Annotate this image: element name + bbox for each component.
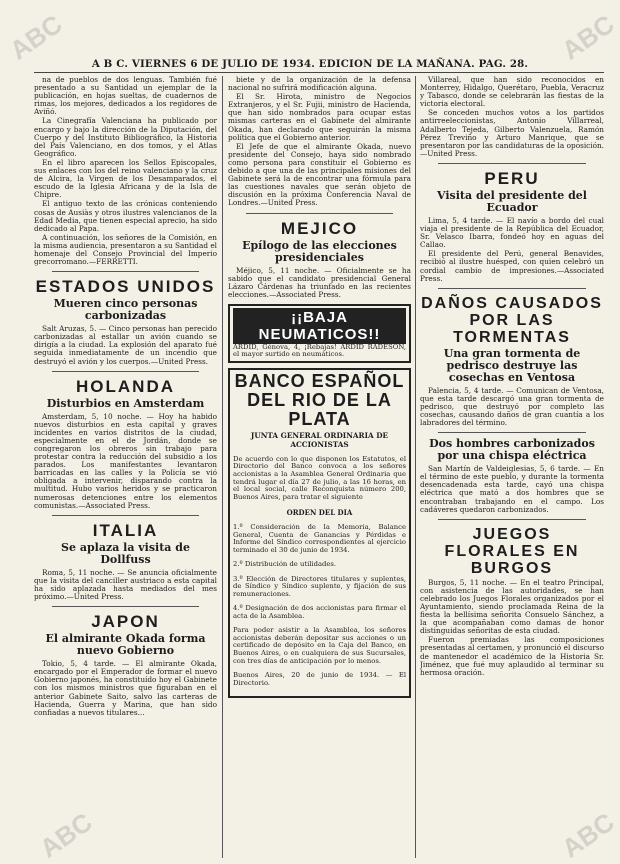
meeting-title: JUNTA GENERAL ORDINARIA DE ACCIONISTAS	[250, 431, 389, 450]
column-3	[420, 76, 604, 858]
column-divider	[222, 76, 223, 858]
section-title: DAÑOS CAUSADOS POR LAS TORMENTAS	[421, 294, 603, 346]
agenda-item: 2.º Distribución de utilidades.	[233, 560, 337, 569]
paragraph: Se conceden muchos votos a los partidos antirreeleccionistas, Antonio Villarreal, Adalberto Tejeda, Gilberto Valenzuela, Ramón Pérez Treviño y Arturo Manrique, que se presentaron por las candidaturas de la oposición.—United Press.	[420, 108, 604, 158]
agenda-heading: ORDEN DEL DIA	[286, 508, 353, 518]
article-headline: El almirante Okada forma nuevo Gobierno	[45, 632, 206, 658]
paragraph: Lima, 5, 4 tarde. — El navío a bordo del cual viaja el presidente de la República del Ecuador, Sr. Velasco Ibarra, fondeó hoy en aguas del Callao.	[420, 215, 604, 250]
paragraph: Salt Aruzas, 5. — Cinco personas han perecido carbonizadas al estallar un avión cuando se dirigía a la ciudad. La explosión del aparato fué seguida inmediatamente de un incendio que destruyó el avión y los cuerpos.—United Press.	[34, 324, 217, 366]
column-divider	[415, 76, 416, 858]
page-header: A B C. VIERNES 6 DE JULIO DE 1934. EDICION DE LA MAÑANA. PAG. 28.	[91, 58, 529, 70]
paragraph: Amsterdam, 5, 10 noche. — Hoy ha habido nuevos disturbios en esta capital y graves incidentes en varios distritos de la ciudad, especialmente en el de Jordán, donde se congregaron los obreros sin trabajo para protestar contra la reducción del subsidio a los parados. Los manifestantes levantaron barricadas en las calles y la Policía se vió obligada a intervenir, disparando contra la multitud. Hubo varios heridos y se practicaron numerosas detenciones entre los elementos comunistas.—Associated Press.	[34, 411, 217, 510]
article-headline: Disturbios en Amsterdam	[46, 396, 205, 410]
article-headline: Se aplaza la visita de Dollfuss	[61, 540, 190, 566]
paragraph: Méjico, 5, 11 noche. — Oficialmente se ha sabido que el candidato presidencial General Lázaro Cárdenas ha triunfado en las recientes elecciones.—Associated Press.	[228, 265, 411, 299]
paragraph: na de pueblos de dos lenguas. También fué presentado a su Santidad un ejemplar de la publicación, en hojas sueltas, de cuadernos de rimas, los mejores, dedicados a los regidores de Aviñó.	[34, 76, 217, 117]
section-divider	[52, 606, 199, 607]
section-title: JAPON	[91, 612, 160, 632]
section-title: ITALIA	[92, 520, 159, 540]
section-divider	[438, 288, 586, 289]
paragraph: San Martín de Valdeiglesias, 5, 6 tarde. — En el término de este pueblo, y durante la tormenta desencadenada esta tarde, cayó una chispa eléctrica que mató a dos hombres que se encontraban trabajando en el campo. Los cadáveres quedaron carbonizados.	[420, 464, 604, 514]
section-divider	[52, 515, 199, 516]
paragraph: El Sr. Hirota, ministro de Negocios Extranjeros, y el Sr. Fujii, ministro de Hacienda, que han sido nombrados para ocupar estas mismas carteras en el Gabinete del almirante Okada, han declarado que seguirán la misma política que el Gobierno anterior.	[228, 92, 411, 142]
agenda-item: 4.º Designación de dos accionistas para firmar el acta de la Asamblea.	[233, 604, 406, 620]
section-divider	[52, 271, 199, 272]
paragraph: El presidente del Perú, general Benavides, recibió al ilustre huésped, con quien celebró un cordial cambio de impresiones.—Associated Press.	[420, 249, 604, 283]
paragraph: Villareal, que han sido reconocidos en Monterrey, Hidalgo, Querétaro, Puebla, Veracruz y Tabasco, donde se celebrarán las fiestas de la victoria electoral.	[420, 76, 604, 109]
article-headline: Visita del presidente del Ecuador	[437, 188, 587, 214]
article-headline: Una gran tormenta de pedrisco destruye las cosechas en Ventosa	[443, 346, 581, 384]
section-divider	[438, 519, 586, 520]
section-divider	[246, 213, 393, 214]
bank-name: BANCO ESPAÑOL DEL RIO DE LA PLATA	[234, 371, 405, 430]
article-headline: Epílogo de las elecciones presidenciales	[242, 238, 397, 264]
paragraph: En el libro aparecen los Sellos Episcopales, sus enlaces con los del reino valenciano y la cruz de Alcira, la Virgen de los Desamparados, el escudo de la Iglesia Africana y de la Isla de Chipre.	[34, 157, 217, 200]
tire-advertisement	[228, 304, 411, 363]
paragraph: Palencia, 5, 4 tarde. — Comunican de Ventosa, que esta tarde descargó una gran tormenta de pedrisco, que destruyó por completo las cosechas, causando daños de gran cuantía a los labradores del término.	[420, 385, 604, 428]
paragraph: biete y de la organización de la defensa nacional no sufrirá modificación alguna.	[228, 76, 411, 93]
watermark-text: ABC	[556, 8, 620, 66]
header-rule	[34, 72, 604, 73]
notice-paragraph: Para poder asistir a la Asamblea, los señores accionistas deberán depositar sus acciones o un certificado de depósito en la Caja del Banco, en Buenos Aires, o en cualquiera de sus Sucursales, con tres días de anticipación por lo menos.	[233, 626, 406, 665]
section-divider	[438, 432, 586, 433]
ad-banner: ¡¡BAJA NEUMATICOS!!	[233, 308, 406, 344]
paragraph: La Cinegrafía Valenciana ha publicado por encargo y bajo la dirección de la Diputación, del Cuerpo y del Instituto Bibliográfico, la Historia del País Valenciano, en dos tomos, y el Atlas Geográfico.	[34, 116, 217, 158]
paragraph: Fueron premiadas las composiciones presentadas al certamen, y pronunció el discurso de mantenedor el académico de la Historia Sr. Jiménez, que fué muy aplaudido al terminar su hermosa oración.	[420, 635, 604, 677]
column-2	[228, 76, 411, 858]
notice-signature: Buenos Aires, 20 de junio de 1934. — El Directorio.	[233, 670, 406, 687]
paragraph: El antiguo texto de las crónicas conteniendo cosas de Ausiàs y otros ilustres valencianos de la Edad Media, que tienen especial aprecio, ha sido dedicado al Papa.	[34, 199, 217, 233]
section-title: ESTADOS UNIDOS	[35, 277, 216, 297]
article-headline: Mueren cinco personas carbonizadas	[53, 297, 198, 323]
bank-notice	[228, 368, 411, 698]
paragraph: Tokio, 5, 4 tarde. — El almirante Okada, encargado por el Emperador de formar el nuevo Gobierno japonés, ha constituído hoy el Gabinete con los mismos ministros que figuraban en el anterior Gabinete Saito, salvo las carteras de Hacienda, Guerra y Marina, que han sido confiadas a nuevos titulares...	[34, 659, 217, 717]
section-title: JUEGOS FLORALES EN BURGOS	[444, 525, 580, 577]
paragraph: Burgos, 5, 11 noche. — En el teatro Principal, con asistencia de las autoridades, se han celebrado los Juegos Florales organizados por el Ayuntamiento, siendo proclamada Reina de la fiesta la bellísima señorita Consuelo Sánchez, a la que acompañaban como damas de honor distinguidas señoritas de esta ciudad.	[420, 577, 604, 636]
watermark-text: ABC	[34, 806, 98, 864]
paragraph: El Jefe de que el almirante Okada, nuevo presidente del Consejo, haya sido nombrado como persona para constituir el Gobierno es debido a que una de las principales misiones del Gabinete será la de encontrar una fórmula para las cuestiones navales que serán objeto de discusión en la próxima Conferencia Naval de Londres.—United Press.	[228, 141, 411, 208]
watermark-text: ABC	[556, 806, 620, 864]
column-1	[34, 76, 217, 858]
ad-text: ARDID, Génova, 4, ¡Rebajas! ARDID RADESON, el mayor surtido en neumáticos.	[233, 342, 406, 359]
section-divider	[52, 371, 199, 372]
paragraph: Roma, 5, 11 noche. — Se anuncia oficialmente que la visita del canciller austriaco a esta capital ha sido aplazada hasta mediados del mes próximo.—United Press.	[34, 567, 217, 602]
section-divider	[438, 163, 586, 164]
watermark-text: ABC	[4, 8, 68, 66]
paragraph: A continuación, los señores de la Comisión, en la misma audiencia, presentaron a su Santidad el homenaje del Consejo Provincial del Imperio grecorromano.—FERRETTI.	[34, 232, 217, 267]
notice-paragraph: De acuerdo con lo que disponen los Estatutos, el Directorio del Banco convoca a los señores accionistas a la Asamblea General Ordinaria que tendrá lugar el día 27 de julio, a las 16 horas, en el local social, calle Reconquista número 200, Buenos Aires, para tratar el siguiente	[233, 454, 406, 501]
agenda-item: 3.º Elección de Directores titulares y suplentes, de Síndico y Síndico suplente, y fijación de sus remuneraciones.	[233, 574, 406, 598]
agenda-item: 1.º Consideración de la Memoria, Balance General, Cuenta de Ganancias y Pérdidas e Informe del Síndico correspondientes al ejercicio terminado el 30 de junio de 1934.	[233, 523, 406, 554]
section-title: PERU	[484, 168, 540, 188]
section-title: MEJICO	[280, 218, 359, 238]
section-title: HOLANDA	[76, 376, 175, 396]
article-headline: Dos hombres carbonizados por una chispa eléctrica	[429, 437, 595, 463]
